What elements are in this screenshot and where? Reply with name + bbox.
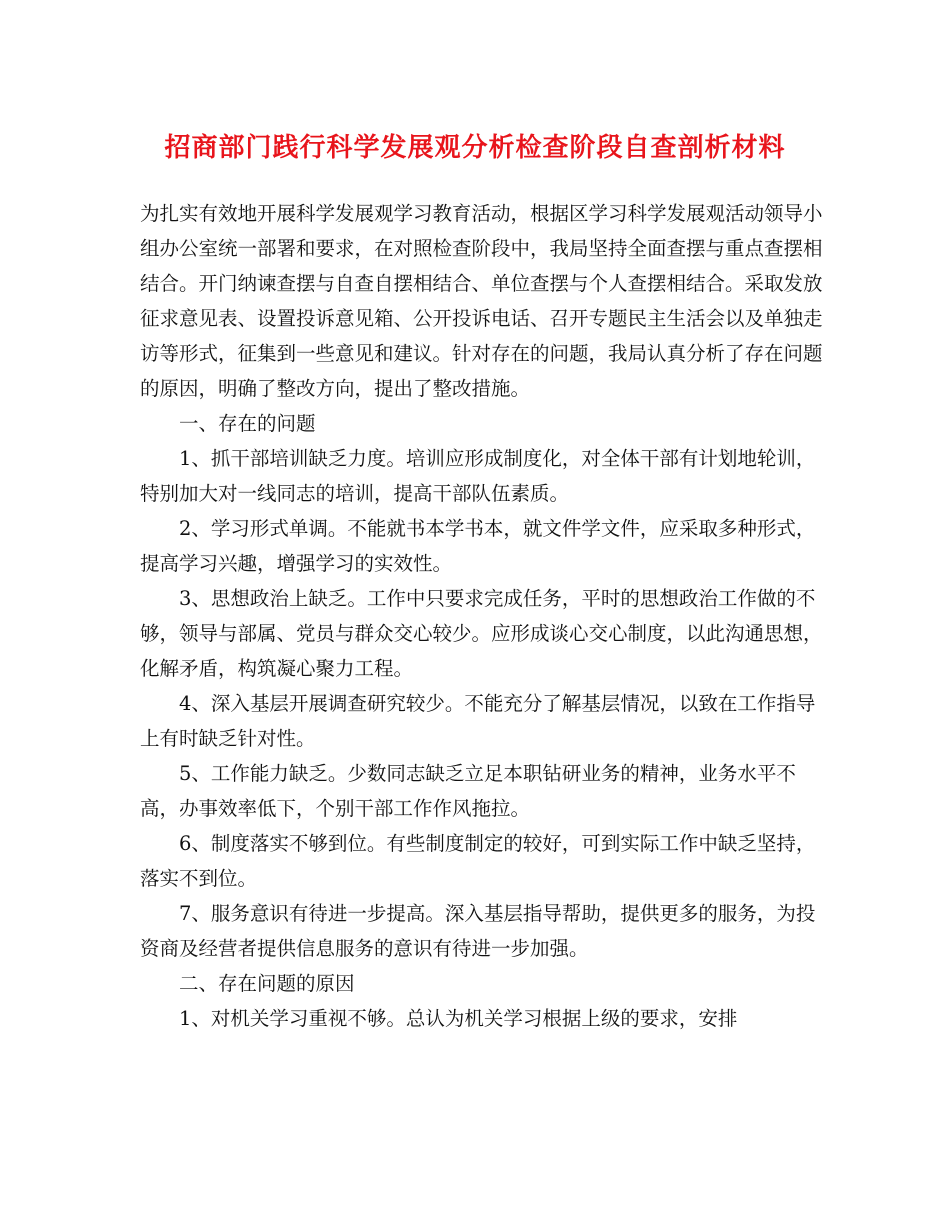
document-title: 招商部门践行科学发展观分析检查阶段自查剖析材料: [164, 133, 786, 163]
problem-item: 2、学习形式单调。不能就书本学书本，就文件学文件，应采取多种形式，提高学习兴趣，增强学习的实效性。: [140, 517, 816, 575]
section-heading-problems: 一、存在的问题: [179, 412, 316, 435]
problem-item: 3、思想政治上缺乏。工作中只要求完成任务，平时的思想政治工作做的不够，领导与部属、党员与群众交心较少。应形成谈心交心制度，以此沟通思想，化解矛盾，构筑凝心聚力工程。: [140, 587, 823, 680]
problem-item: 5、工作能力缺乏。少数同志缺乏立足本职钻研业务的精神，业务水平不高，办事效率低下，个别干部工作作风拖拉。: [140, 762, 796, 820]
section-heading-causes: 二、存在问题的原因: [179, 972, 355, 995]
problem-item: 4、深入基层开展调查研究较少。不能充分了解基层情况，以致在工作指导上有时缺乏针对性。: [140, 692, 816, 750]
document-body: [140, 196, 832, 1036]
cause-item: 1、对机关学习重视不够。总认为机关学习根据上级的要求，安排: [179, 1007, 738, 1030]
problem-item: 7、服务意识有待进一步提高。深入基层指导帮助，提供更多的服务，为投资商及经营者提供信息服务的意识有待进一步加强。: [140, 902, 816, 960]
intro-paragraph: 为扎实有效地开展科学发展观学习教育活动，根据区学习科学发展观活动领导小组办公室统一部署和要求，在对照检查阶段中，我局坚持全面查摆与重点查摆相结合。开门纳谏查摆与自查自摆相结合、单位查摆与个人查摆相结合。采取发放征求意见表、设置投诉意见箱、公开投诉电话、召开专题民主生活会以及单独走访等形式，征集到一些意见和建议。针对存在的问题，我局认真分析了存在问题的原因，明确了整改方向，提出了整改措施。: [140, 202, 823, 400]
problem-item: 1、抓干部培训缺乏力度。培训应形成制度化，对全体干部有计划地轮训，特别加大对一线同志的培训，提高干部队伍素质。: [140, 447, 816, 505]
problem-item: 6、制度落实不够到位。有些制度制定的较好，可到实际工作中缺乏坚持，落实不到位。: [140, 832, 816, 890]
